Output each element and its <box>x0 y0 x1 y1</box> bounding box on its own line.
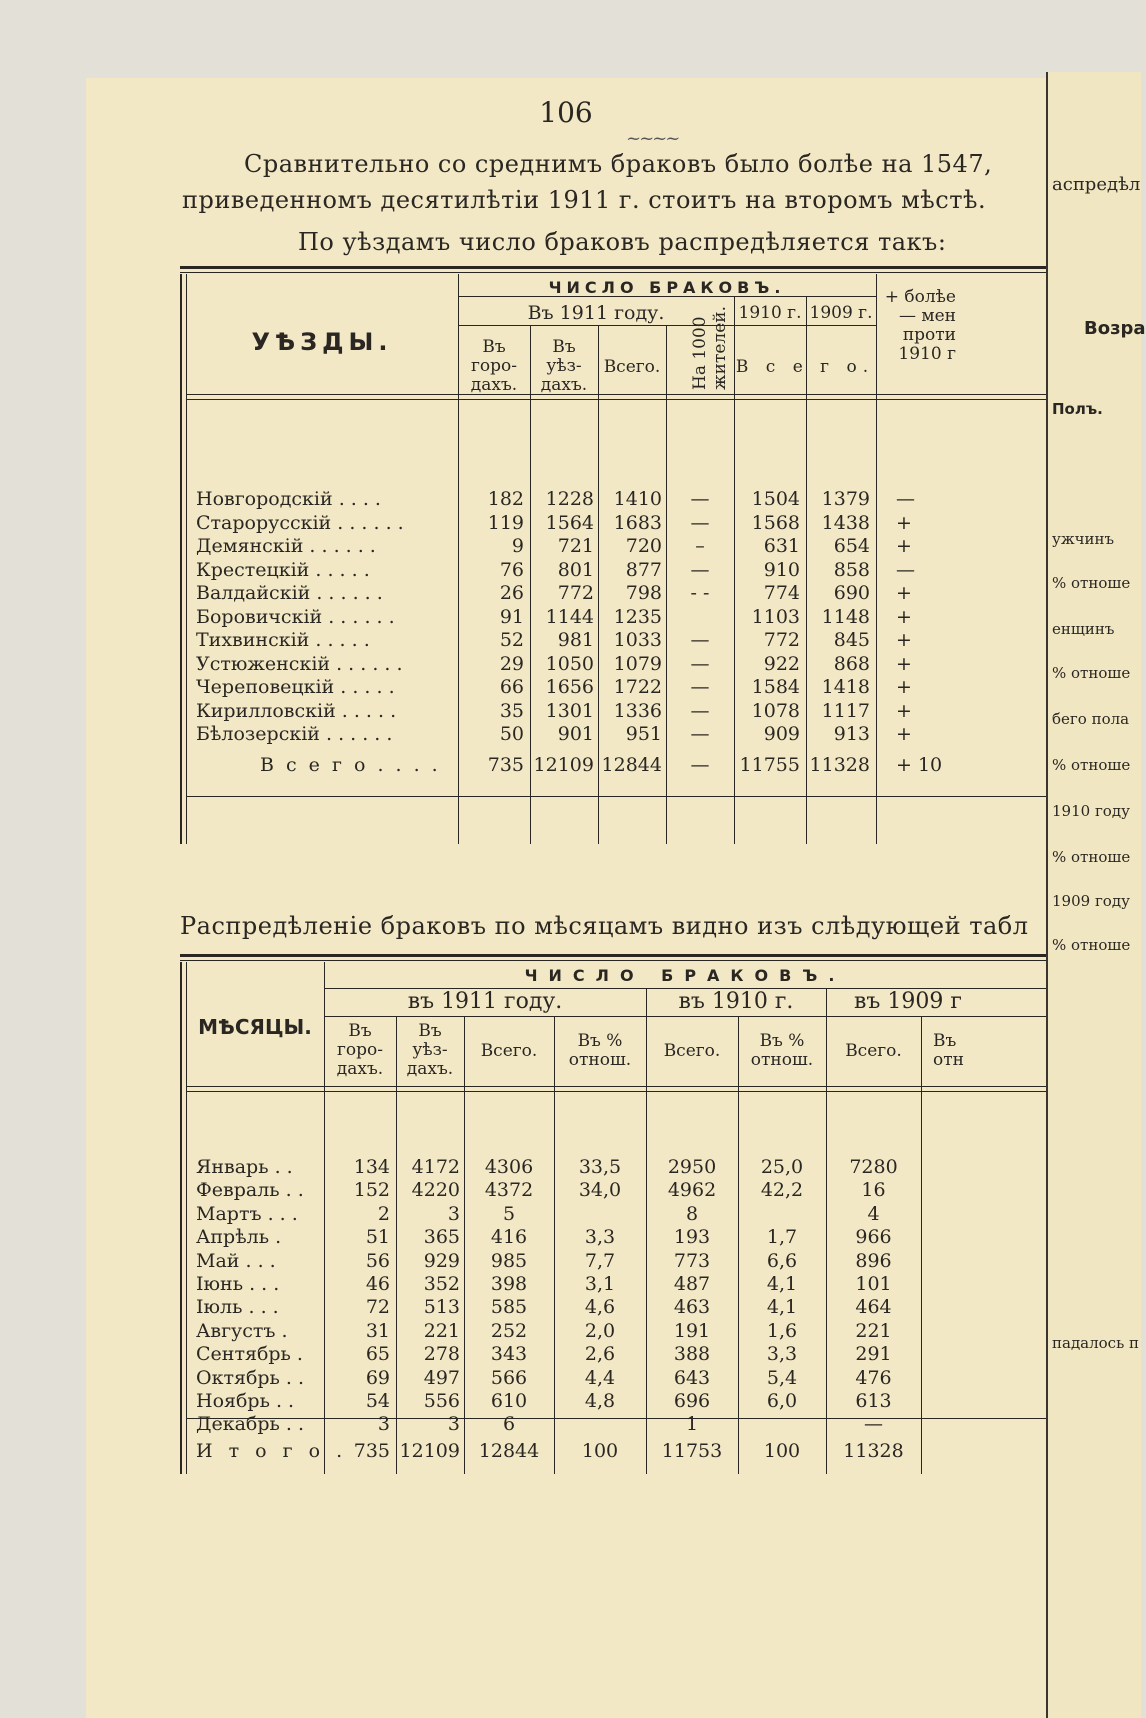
t2-col-pct-1910: Въ % отнош. <box>750 1031 814 1070</box>
cell-p: — <box>690 652 710 675</box>
cell-g: 66 <box>499 676 524 698</box>
cell-u: 1144 <box>545 605 594 628</box>
cell-u: 3 <box>447 1413 460 1436</box>
cell-v: 398 <box>490 1273 528 1295</box>
cell-v10: 8 <box>685 1202 699 1225</box>
cell-y1909: 1379 <box>821 488 870 510</box>
cell-y1910: 631 <box>763 535 800 557</box>
cell-p: — <box>690 488 710 510</box>
cell-p: — <box>690 629 710 651</box>
cell-y1910: 922 <box>763 652 800 675</box>
cell-g: 76 <box>499 558 524 581</box>
cell-y1910: 909 <box>763 723 800 745</box>
cell-name: Ноябрь . . <box>196 1390 295 1412</box>
cell-g: 31 <box>365 1319 390 1342</box>
col-goroda-header: Въ горо- дахъ. <box>470 337 518 395</box>
cell-v: 1033 <box>613 629 662 651</box>
cell-u: 1564 <box>545 511 594 534</box>
cell-g: 52 <box>499 629 524 651</box>
cell-pct10: 6,6 <box>766 1249 798 1272</box>
cell-u: 4220 <box>411 1179 460 1202</box>
cell-v10: 1 <box>685 1413 699 1436</box>
t2-col-uezd: Въ уѣз- дахъ. <box>406 1021 454 1079</box>
cell-g: 72 <box>365 1296 390 1319</box>
cell-pct10: 25,0 <box>760 1156 804 1178</box>
cell-u: 929 <box>423 1249 460 1272</box>
cell-name: Сентябрь . <box>196 1343 303 1366</box>
cell-pct10: 4,1 <box>766 1273 798 1295</box>
intro-line-2: приведенномъ десятилѣтiи 1911 г. стоитъ на второмъ мѣстѣ. <box>182 186 987 214</box>
cell-p: — <box>690 676 710 698</box>
cell-v10: 191 <box>673 1319 711 1342</box>
adjacent-page-edge: аспредѣл Возра Полъ. ужчинъ % отноше енщинъ % отноше бего пола % отноше 1910 году % отноше 1909 году % отноше падалось п <box>1046 72 1141 1718</box>
col-1909-header: 1909 г. <box>809 303 873 323</box>
cell-g: 152 <box>353 1179 390 1202</box>
cell-y1909: 1148 <box>821 605 870 628</box>
cell-v: 610 <box>490 1390 528 1412</box>
cell-name: Боровичскiй . . . . . . <box>196 605 395 628</box>
book-page: 106 ~~~~ Сравнительно со среднимъ браковъ было болѣе на 1547, приведенномъ десятилѣтiи 1911 г. стоитъ на второмъ мѣстѣ. По уѣздамъ число браковъ распредѣляется такъ: УѢЗДЫ. ЧИСЛО БРАКОВЪ. Въ 1911 году. Въ горо- дахъ. Въ уѣз- дахъ. Всего. На 1000 жителей. 1910 г. 1909 г. В с е г о. + болѣе — мен проти 1910 г Новгородскiй . . . . 182 1228 1410 — 1504 1379 — Старорусскiй . . . . . . 119 1564 1683 — 1568 1438 + Демянскiй . . . . . . 9 721 720 – 631 654 + Крестецкiй . . . . . 76 801 877 — 910 858 — Валдайскiй . . . . . . 26 772 798 - - 774 690 + Боровичскiй . . . . . . 91 1144 1235 1103 1148 + Тихвинскiй . . . . . 52 981 1033 — 772 845 + Устюженскiй . . . . . . 29 1050 1079 — 922 868 + Череповецкiй . . . . . 66 1656 1722 — 1584 1418 + Кирилловскiй . . . . . 35 1301 1336 — 1078 1117 + Бѣлозерскiй . . . . . . 50 901 951 — 909 913 + В с е г о . . . . 735 12109 12844 — 11755 11328 + 10 Распредѣленiе браковъ по мѣсяцамъ видно изъ слѣдующей табл МѢСЯЦЫ. ЧИСЛО БРАКОВЪ. въ 1911 году. въ 1910 г. въ 1909 г Въ горо- дахъ. Въ уѣз- дахъ. Всего. Въ % отнош. Всего. Въ % отнош. Всего. Въ отн Январь . . 134 4172 4306 33,5 2950 25,0 7280 Февраль . . 152 4220 4372 34,0 4962 42,2 16 Мартъ . . . 2 3 5 8 4 Апрѣль . 51 365 416 3,3 193 1,7 966 Май . . . 56 929 985 7,7 773 6,6 896 Iюнь . . . 46 352 398 3,1 487 4,1 101 Iюль . . . 72 513 585 4,6 463 4,1 464 Августъ . 31 221 252 2,0 191 1,6 221 Сентябрь . 65 278 343 2,6 388 3,3 291 Октябрь . . 69 497 566 4,4 643 5,4 476 Ноябрь . . 54 556 610 4,8 696 6,0 613 Декабрь . . 3 3 6 1 — И т о г о . 735 12109 12844 100 11753 100 11328 <box>86 78 1046 1718</box>
cell-name: Устюженскiй . . . . . . <box>196 652 403 675</box>
cell-g: 3 <box>377 1413 390 1436</box>
cell-name: Iюль . . . <box>196 1296 279 1319</box>
cell-v: 798 <box>625 582 662 604</box>
cell-v10: 388 <box>673 1343 711 1366</box>
t2-sub-1911: въ 1911 году. <box>407 989 563 1014</box>
cell-g: 56 <box>365 1249 390 1272</box>
cell-v: 416 <box>490 1226 528 1249</box>
cell-u: 221 <box>423 1319 460 1342</box>
cell-y1909: 1438 <box>821 511 870 534</box>
cell-y1910: 774 <box>763 582 800 604</box>
cell-y1909: 1418 <box>821 676 870 698</box>
cell-s: + <box>896 582 912 604</box>
cell-s: + <box>896 629 912 651</box>
t2-sub-1910: въ 1910 г. <box>678 989 794 1014</box>
cell-v09: 7280 <box>849 1156 898 1178</box>
cell-u: 721 <box>557 535 594 557</box>
cell-y1909: 913 <box>833 723 870 745</box>
cell-name: Старорусскiй . . . . . . <box>196 511 404 534</box>
cell-g: 51 <box>365 1226 390 1249</box>
cell-s: + <box>896 511 912 534</box>
cell-v09: 221 <box>855 1319 892 1342</box>
cell-name: Новгородскiй . . . . <box>196 488 381 510</box>
cell-u: 801 <box>557 558 594 581</box>
cell-pct: 7,7 <box>584 1249 616 1272</box>
cell-name: Февраль . . <box>196 1179 304 1202</box>
cell-y1909: 690 <box>833 582 870 604</box>
cell-v10: 193 <box>673 1226 711 1249</box>
cell-v09: — <box>864 1413 883 1436</box>
cell-name: Май . . . <box>196 1249 276 1272</box>
cell-y1910: 772 <box>763 629 800 651</box>
cell-v: 1722 <box>613 676 662 698</box>
cell-u: 1301 <box>545 699 594 722</box>
mid-text: Распредѣленiе браковъ по мѣсяцамъ видно изъ слѣдующей табл <box>180 912 1029 940</box>
cell-pct: 2,6 <box>584 1343 616 1366</box>
cell-s: — <box>896 558 915 581</box>
cell-g: 182 <box>487 488 524 510</box>
cell-u: 1228 <box>545 488 594 510</box>
cell-v: 1235 <box>613 605 662 628</box>
cell-s: + <box>896 652 912 675</box>
cell-g: 46 <box>365 1273 390 1295</box>
cell-name: Тихвинскiй . . . . . <box>196 629 370 651</box>
cell-y1909: 868 <box>833 652 870 675</box>
col-na1000-header: На 1000 жителей. <box>690 305 730 390</box>
cell-y1909: 1117 <box>821 699 870 722</box>
cell-s: + <box>896 676 912 698</box>
cell-v09: 476 <box>855 1366 892 1389</box>
cell-name: Январь . . <box>196 1156 293 1178</box>
col-1910-header: 1910 г. <box>738 303 802 323</box>
cell-v10: 643 <box>673 1366 711 1389</box>
cell-v10: 4962 <box>667 1179 717 1202</box>
cell-p: — <box>690 699 710 722</box>
cell-y1909: 845 <box>833 629 870 651</box>
cell-g: 29 <box>499 652 524 675</box>
cell-g: 91 <box>499 605 524 628</box>
col-uezd-header: Въ уѣз- дахъ. <box>540 337 588 395</box>
cell-pct10: 5,4 <box>766 1366 798 1389</box>
cell-u: 4172 <box>411 1156 460 1178</box>
cell-name: Валдайскiй . . . . . . <box>196 582 383 604</box>
cell-v10: 696 <box>673 1390 711 1412</box>
cell-name: Череповецкiй . . . . . <box>196 676 395 698</box>
cell-v09: 613 <box>855 1390 892 1412</box>
cell-pct: 4,6 <box>584 1296 616 1319</box>
cell-v: 4372 <box>484 1179 534 1202</box>
cell-v09: 4 <box>867 1202 880 1225</box>
cell-v: 585 <box>490 1296 528 1319</box>
cell-name: Октябрь . . <box>196 1366 305 1389</box>
cell-name: Демянскiй . . . . . . <box>196 535 376 557</box>
cell-u: 901 <box>557 723 594 745</box>
cell-s: — <box>896 488 915 510</box>
cell-g: 26 <box>499 582 524 604</box>
cell-v09: 291 <box>855 1343 892 1366</box>
cell-g: 134 <box>353 1156 390 1178</box>
cell-pct: 4,8 <box>584 1390 616 1412</box>
cell-y1910: 1568 <box>751 511 800 534</box>
cell-y1910: 1078 <box>751 699 800 722</box>
cell-v09: 16 <box>861 1179 886 1202</box>
cell-g: 35 <box>499 699 524 722</box>
cell-y1910: 1584 <box>751 676 800 698</box>
cell-v: 343 <box>490 1343 528 1366</box>
cell-s: + <box>896 605 912 628</box>
cell-name: Крестецкiй . . . . . <box>196 558 370 581</box>
t2-col-pct-1909: Въ отн <box>933 1031 964 1070</box>
cell-p: – <box>695 535 705 557</box>
cell-u: 772 <box>557 582 594 604</box>
col-months-header: МѢСЯЦЫ. <box>198 1015 312 1039</box>
cell-v: 1410 <box>613 488 662 510</box>
cell-v10: 773 <box>673 1249 711 1272</box>
col-vsego2-header: В с е г о. <box>735 357 875 377</box>
cell-g: 69 <box>365 1366 390 1389</box>
cell-pct10: 6,0 <box>766 1390 798 1412</box>
cell-y1909: 654 <box>833 535 870 557</box>
t2-col-pct: Въ % отнош. <box>568 1031 632 1070</box>
cell-u: 365 <box>423 1226 460 1249</box>
cell-v: 951 <box>625 723 662 745</box>
cell-pct: 4,4 <box>584 1366 616 1389</box>
col-more-header: + болѣе — мен проти 1910 г <box>884 287 956 364</box>
cell-u: 352 <box>423 1273 460 1295</box>
cell-u: 497 <box>423 1366 460 1389</box>
cell-v: 1336 <box>613 699 662 722</box>
cell-v: 5 <box>502 1202 516 1225</box>
cell-pct: 2,0 <box>584 1319 616 1342</box>
cell-u: 556 <box>423 1390 460 1412</box>
cell-v: 6 <box>502 1413 516 1436</box>
cell-v: 877 <box>625 558 662 581</box>
t2-sub-1909: въ 1909 г <box>854 989 962 1014</box>
cell-p: — <box>690 558 710 581</box>
cell-g: 9 <box>511 535 524 557</box>
cell-pct10: 4,1 <box>766 1296 798 1319</box>
cell-p: — <box>690 723 710 745</box>
cell-v09: 966 <box>855 1226 892 1249</box>
t2-col-vsego: Всего. <box>480 1041 538 1061</box>
cell-pct: 3,3 <box>584 1226 616 1249</box>
cell-p: - - <box>690 582 710 604</box>
ornament: ~~~~ <box>626 128 679 149</box>
cell-pct: 3,1 <box>584 1273 616 1295</box>
cell-v09: 101 <box>855 1273 892 1295</box>
cell-p: — <box>690 511 710 534</box>
cell-y1910: 1504 <box>751 488 800 510</box>
cell-u: 1656 <box>545 676 594 698</box>
intro-line-1: Сравнительно со среднимъ браковъ было болѣе на 1547, <box>244 150 993 178</box>
col-group-header: ЧИСЛО БРАКОВЪ. <box>548 278 786 297</box>
cell-u: 1050 <box>545 652 594 675</box>
cell-g: 54 <box>365 1390 390 1412</box>
cell-v: 566 <box>490 1366 528 1389</box>
cell-y1909: 858 <box>833 558 870 581</box>
cell-name: Декабрь . . <box>196 1413 304 1436</box>
cell-v: 720 <box>625 535 662 557</box>
t2-col-goroda: Въ горо- дахъ. <box>336 1021 384 1079</box>
cell-y1910: 910 <box>763 558 800 581</box>
cell-v10: 2950 <box>667 1156 717 1178</box>
cell-v10: 487 <box>673 1273 711 1295</box>
cell-u: 3 <box>447 1202 460 1225</box>
cell-name: Мартъ . . . <box>196 1202 298 1225</box>
cell-g: 50 <box>499 723 524 745</box>
cell-pct: 34,0 <box>578 1179 622 1202</box>
cell-v: 1079 <box>613 652 662 675</box>
cell-g: 119 <box>487 511 524 534</box>
cell-pct10: 42,2 <box>760 1179 804 1202</box>
cell-name: Августъ . <box>196 1319 288 1342</box>
col-uezdy-header: УѢЗДЫ. <box>251 328 393 356</box>
cell-u: 513 <box>423 1296 460 1319</box>
cell-name: Iюнь . . . <box>196 1273 280 1295</box>
cell-g: 2 <box>377 1202 390 1225</box>
cell-u: 981 <box>557 629 594 651</box>
cell-v: 252 <box>490 1319 528 1342</box>
t2-col-vsego-1910: Всего. <box>663 1041 721 1061</box>
intro-line-3: По уѣздамъ число браковъ распредѣляется такъ: <box>298 228 947 256</box>
cell-u: 278 <box>423 1343 460 1366</box>
cell-y1910: 1103 <box>751 605 800 628</box>
cell-pct10: 1,7 <box>766 1226 798 1249</box>
t2-group-header: ЧИСЛО БРАКОВЪ. <box>524 966 846 985</box>
cell-pct10: 3,3 <box>766 1343 798 1366</box>
t2-col-vsego-1909: Всего. <box>845 1041 902 1061</box>
cell-g: 65 <box>365 1343 390 1366</box>
cell-v: 4306 <box>484 1156 534 1178</box>
cell-name: Кирилловскiй . . . . . <box>196 699 397 722</box>
page-number: 106 <box>539 96 593 129</box>
cell-pct: 33,5 <box>578 1156 622 1178</box>
cell-s: + <box>896 723 912 745</box>
col-vsego-header: Всего. <box>603 357 661 377</box>
cell-v10: 463 <box>673 1296 711 1319</box>
cell-pct10: 1,6 <box>766 1319 798 1342</box>
cell-v09: 464 <box>855 1296 892 1319</box>
cell-s: + <box>896 699 912 722</box>
cell-v09: 896 <box>855 1249 892 1272</box>
sub-1911-header: Въ 1911 году. <box>527 302 665 324</box>
cell-s: + <box>896 535 912 557</box>
cell-name: Бѣлозерскiй . . . . . . <box>196 723 393 745</box>
cell-v: 985 <box>490 1249 528 1272</box>
cell-v: 1683 <box>613 511 662 534</box>
cell-name: Апрѣль . <box>196 1226 282 1249</box>
